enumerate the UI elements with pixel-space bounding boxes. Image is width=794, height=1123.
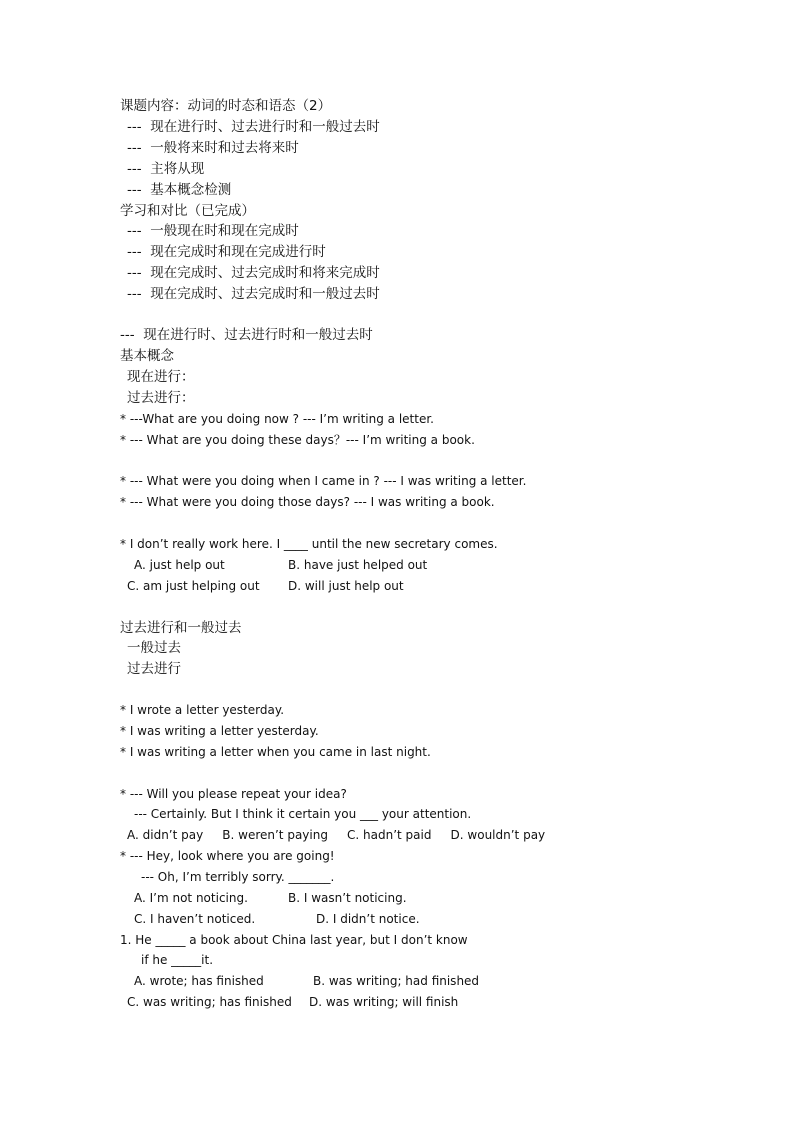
topic-item: --- 主将从现 — [127, 161, 205, 177]
question-stem: * I don’t really work here. I ____ until the new secretary comes. — [120, 537, 498, 551]
section2-heading: 过去进行和一般过去 — [120, 620, 242, 636]
example-line: * ---What are you doing now ? --- I’m writing a letter. — [120, 412, 434, 426]
option-b: B. have just helped out — [288, 558, 428, 572]
option-c: C. I haven’t noticed. — [134, 912, 256, 926]
question-line: --- Oh, I’m terribly sorry. _______. — [141, 870, 335, 884]
option-a: A. I’m not noticing. — [134, 891, 248, 905]
option-d: D. was writing; will finish — [309, 995, 459, 1009]
concept-item: 现在进行： — [127, 369, 195, 385]
question-stem: * --- Hey, look where you are going! — [120, 849, 335, 863]
concept-item: 过去进行： — [127, 390, 195, 406]
option-b: B. was writing; had finished — [313, 974, 480, 988]
example-line: * --- What were you doing those days? --- I was writing a book. — [120, 495, 495, 509]
example-line: * --- What were you doing when I came in ? --- I was writing a letter. — [120, 474, 527, 488]
topic-item: --- 一般将来时和过去将来时 — [127, 140, 299, 156]
option-b: B. I wasn’t noticing. — [288, 891, 407, 905]
topic-item: --- 基本概念检测 — [127, 182, 232, 198]
review-item: --- 现在完成时和现在完成进行时 — [127, 244, 326, 260]
topic-item: --- 现在进行时、过去进行时和一般过去时 — [127, 119, 380, 135]
example-line: * I was writing a letter yesterday. — [120, 724, 319, 738]
concept-title: 基本概念 — [120, 348, 174, 364]
review-item: --- 一般现在时和现在完成时 — [127, 223, 299, 239]
option-c: C. am just helping out — [127, 579, 260, 593]
question-line: if he _____it. — [141, 953, 214, 967]
question-options: A. didn’t pay B. weren’t paying C. hadn’t paid D. wouldn’t pay — [127, 828, 546, 842]
question-stem: 1. He _____ a book about China last year, but I don’t know — [120, 933, 468, 947]
review-title: 学习和对比（已完成） — [120, 203, 255, 219]
section2-item: 过去进行 — [127, 661, 181, 677]
option-a: A. wrote; has finished — [134, 974, 264, 988]
topic-title: 课题内容：动词的时态和语态（2） — [120, 98, 332, 114]
option-a: A. just help out — [134, 558, 225, 572]
review-item: --- 现在完成时、过去完成时和一般过去时 — [127, 286, 380, 302]
option-c: C. was writing; has finished — [127, 995, 292, 1009]
review-item: --- 现在完成时、过去完成时和将来完成时 — [127, 265, 380, 281]
question-line: --- Certainly. But I think it certain you ___ your attention. — [134, 807, 472, 821]
example-line: * I wrote a letter yesterday. — [120, 703, 285, 717]
option-d: D. will just help out — [288, 579, 404, 593]
example-line: * --- What are you doing these days？--- I’m writing a book. — [120, 433, 475, 447]
option-d: D. I didn’t notice. — [316, 912, 420, 926]
example-line: * I was writing a letter when you came in last night. — [120, 745, 431, 759]
section1-heading: --- 现在进行时、过去进行时和一般过去时 — [120, 327, 373, 343]
question-stem: * --- Will you please repeat your idea? — [120, 787, 347, 801]
section2-item: 一般过去 — [127, 640, 181, 656]
